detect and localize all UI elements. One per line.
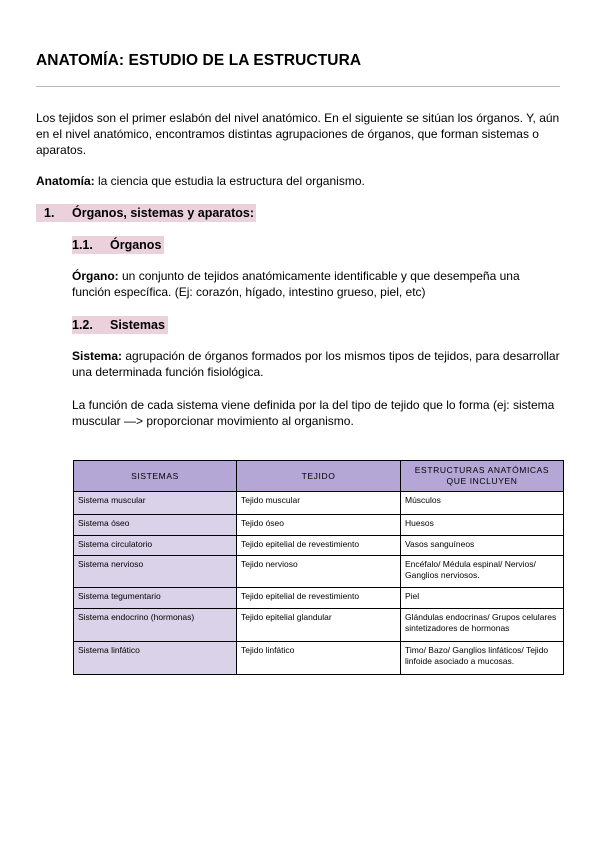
- anatomia-definition: [36, 173, 556, 189]
- cell-estructuras: Encéfalo/ Médula espinal/ Nervios/ Ganglios nerviosos.: [401, 556, 564, 588]
- cell-sistema: Sistema muscular: [74, 492, 237, 515]
- intro-paragraph: Los tejidos son el primer eslabón del nivel anatómico. En el siguiente se sitúan los órganos. Y, aún en el nivel anatómico, encontramos distintas agrupaciones de órganos, que forman sistemas o aparatos.: [36, 111, 560, 157]
- cell-estructuras: Músculos: [401, 492, 564, 515]
- header-sistemas: SISTEMAS: [74, 461, 237, 492]
- table-row: [74, 556, 564, 588]
- table-row: [74, 536, 564, 556]
- cell-sistema: Sistema óseo: [74, 515, 237, 536]
- table-row: [74, 609, 564, 642]
- cell-estructuras: Glándulas endocrinas/ Grupos celulares sintetizadores de hormonas: [401, 609, 564, 642]
- table-header-row: [74, 461, 564, 492]
- cell-tejido: Tejido muscular: [237, 492, 401, 515]
- section-heading-1-2: [72, 316, 168, 334]
- anatomia-text: la ciencia que estudia la estructura del organismo.: [94, 174, 365, 188]
- funcion-paragraph: La función de cada sistema viene definida por la del tipo de tejido que lo forma (ej: sistema muscular —> proporcionar movimiento al organismo.: [72, 398, 555, 428]
- organo-text: un conjunto de tejidos anatómicamente identificable y que desempeña una función específica. (Ej: corazón, hígado, intestino grueso, piel, etc): [72, 269, 520, 299]
- sistema-term: Sistema:: [72, 349, 123, 363]
- cell-sistema: Sistema tegumentario: [74, 588, 237, 609]
- cell-tejido: Tejido óseo: [237, 515, 401, 536]
- header-estructuras: ESTRUCTURAS ANATÓMICAS QUE INCLUYEN: [401, 461, 564, 492]
- section-title: Órganos, sistemas y aparatos:: [72, 206, 255, 220]
- cell-sistema: Sistema linfático: [74, 642, 237, 675]
- section-heading-1-1: [72, 236, 164, 254]
- table-row: [74, 515, 564, 536]
- cell-tejido: Tejido nervioso: [237, 556, 401, 588]
- cell-tejido: Tejido epitelial glandular: [237, 609, 401, 642]
- section-number: 1.2.: [72, 318, 93, 332]
- cell-tejido: Tejido epitelial de revestimiento: [237, 588, 401, 609]
- cell-sistema: Sistema endocrino (hormonas): [74, 609, 237, 642]
- cell-tejido: Tejido epitelial de revestimiento: [237, 536, 401, 556]
- section-heading-1: [36, 204, 256, 222]
- cell-sistema: Sistema circulatorio: [74, 536, 237, 556]
- cell-tejido: Tejido linfático: [237, 642, 401, 675]
- sistema-definition: [72, 348, 560, 380]
- cell-sistema: Sistema nervioso: [74, 556, 237, 588]
- table-row: [74, 588, 564, 609]
- cell-estructuras: Huesos: [401, 515, 564, 536]
- systems-table: [73, 460, 564, 675]
- organo-definition: [72, 268, 560, 300]
- sistema-text: agrupación de órganos formados por los mismos tipos de tejidos, para desarrollar una determinada función fisiológica.: [72, 349, 560, 379]
- cell-estructuras: Vasos sanguíneos: [401, 536, 564, 556]
- cell-estructuras: Piel: [401, 588, 564, 609]
- section-title: Sistemas: [110, 318, 165, 332]
- title-divider: [36, 86, 560, 87]
- section-number: 1.: [44, 206, 55, 220]
- section-number: 1.1.: [72, 238, 93, 252]
- anatomia-term: Anatomía:: [36, 174, 95, 188]
- cell-estructuras: Timo/ Bazo/ Ganglios linfáticos/ Tejido linfoide asociado a mucosas.: [401, 642, 564, 675]
- header-tejido: TEJIDO: [237, 461, 401, 492]
- table-row: [74, 492, 564, 515]
- organo-term: Órgano:: [72, 269, 119, 283]
- table-row: [74, 642, 564, 675]
- section-title: Órganos: [110, 238, 162, 252]
- page-title: ANATOMÍA: ESTUDIO DE LA ESTRUCTURA: [36, 52, 362, 69]
